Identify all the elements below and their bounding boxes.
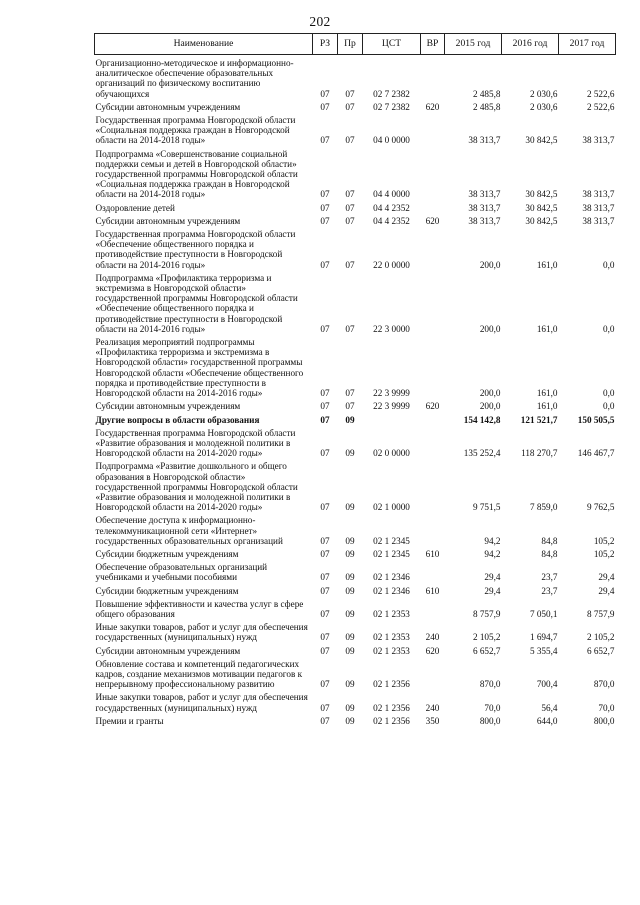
cell-name: Субсидии бюджетным учреждениям bbox=[95, 585, 239, 596]
cell-2017: 0,0 bbox=[603, 401, 615, 412]
table-row bbox=[95, 213, 616, 226]
cell-vr: 240 bbox=[425, 632, 440, 643]
cell-rz: 07 bbox=[320, 702, 330, 713]
cell-rz: 07 bbox=[320, 388, 330, 399]
cell-cst: 02 1 2353 bbox=[373, 645, 410, 656]
table-body bbox=[95, 55, 616, 726]
cell-cst: 04 4 2352 bbox=[373, 202, 410, 213]
cell-2015: 800,0 bbox=[479, 715, 501, 726]
cell-name: Иные закупки товаров, работ и услуг для обеспечения государственных (муниципальных) нужд bbox=[95, 622, 308, 643]
cell-cst: 04 4 2352 bbox=[373, 215, 410, 226]
cell-rz: 07 bbox=[320, 608, 330, 619]
cell-cst: 02 1 2353 bbox=[373, 608, 410, 619]
cell-cst: 02 7 2382 bbox=[373, 101, 410, 112]
cell-2017: 105,2 bbox=[593, 535, 615, 546]
table-row bbox=[95, 643, 616, 656]
cell-2016: 84,8 bbox=[541, 548, 558, 559]
cell-2016: 118 270,7 bbox=[521, 448, 558, 459]
cell-rz: 07 bbox=[320, 401, 330, 412]
cell-vr: 610 bbox=[425, 585, 440, 596]
cell-vr bbox=[421, 458, 445, 512]
cell-pr: 09 bbox=[345, 679, 355, 690]
table-row bbox=[95, 583, 616, 596]
cell-2015: 200,0 bbox=[479, 401, 501, 412]
cell-2016: 121 521,7 bbox=[520, 414, 558, 425]
cell-2015: 29,4 bbox=[484, 585, 501, 596]
header-vr: ВР bbox=[421, 34, 445, 55]
cell-rz: 07 bbox=[320, 189, 330, 200]
cell-pr: 09 bbox=[345, 572, 355, 583]
cell-pr: 07 bbox=[345, 135, 355, 146]
cell-rz: 07 bbox=[320, 448, 330, 459]
cell-vr: 620 bbox=[425, 645, 440, 656]
table-row bbox=[95, 713, 616, 726]
table-row bbox=[95, 412, 616, 425]
cell-pr: 07 bbox=[345, 215, 355, 226]
cell-2017: 8 757,9 bbox=[586, 608, 615, 619]
cell-vr: 240 bbox=[425, 702, 440, 713]
cell-vr: 620 bbox=[425, 101, 440, 112]
cell-2015: 8 757,9 bbox=[472, 608, 501, 619]
table-row bbox=[95, 619, 616, 642]
cell-2015: 2 485,8 bbox=[472, 88, 501, 99]
header-pr: Пр bbox=[338, 34, 363, 55]
cell-pr: 09 bbox=[345, 414, 355, 425]
table-row bbox=[95, 512, 616, 546]
page-number: 202 bbox=[309, 14, 331, 29]
cell-pr: 09 bbox=[345, 448, 355, 459]
cell-name: Обеспечение доступа к информационно-телекоммуникационной сети «Интернет» государственных образовательных организаций bbox=[95, 515, 283, 546]
cell-2016: 2 030,6 bbox=[529, 88, 558, 99]
cell-vr bbox=[421, 559, 445, 582]
table-row bbox=[95, 546, 616, 559]
cell-pr: 09 bbox=[345, 585, 355, 596]
table-row bbox=[95, 656, 616, 690]
table-row bbox=[95, 398, 616, 411]
cell-vr: 610 bbox=[425, 548, 440, 559]
cell-2017: 146 467,7 bbox=[577, 448, 615, 459]
cell-2016: 1 694,7 bbox=[529, 632, 558, 643]
cell-cst: 02 1 2356 bbox=[373, 715, 410, 726]
cell-2015: 38 313,7 bbox=[468, 215, 501, 226]
cell-2017: 70,0 bbox=[598, 702, 615, 713]
cell-2015: 94,2 bbox=[484, 535, 501, 546]
cell-2016: 84,8 bbox=[541, 535, 558, 546]
cell-cst: 02 1 0000 bbox=[373, 502, 410, 513]
cell-pr: 07 bbox=[345, 202, 355, 213]
cell-vr bbox=[421, 270, 445, 334]
cell-cst: 04 4 0000 bbox=[373, 189, 410, 200]
cell-2016: 161,0 bbox=[536, 323, 558, 334]
cell-2017: 29,4 bbox=[598, 572, 615, 583]
cell-vr bbox=[421, 656, 445, 690]
cell-cst: 22 0 0000 bbox=[373, 259, 410, 270]
cell-vr bbox=[421, 200, 445, 213]
cell-vr bbox=[421, 112, 445, 146]
cell-2015: 70,0 bbox=[484, 702, 501, 713]
cell-2016: 30 842,5 bbox=[525, 202, 558, 213]
header-2016: 2016 год bbox=[502, 34, 559, 55]
cell-name: Субсидии автономным учреждениям bbox=[95, 401, 241, 412]
cell-2015: 200,0 bbox=[479, 388, 501, 399]
header-rz: РЗ bbox=[313, 34, 338, 55]
cell-name: Организационно-методическое и информационно-аналитическое обеспечение образовательных организаций по физическому воспитанию обучающихся bbox=[95, 58, 294, 99]
cell-name: Оздоровление детей bbox=[95, 202, 175, 213]
cell-2016: 30 842,5 bbox=[525, 189, 558, 200]
cell-pr: 09 bbox=[345, 702, 355, 713]
cell-2017: 800,0 bbox=[593, 715, 615, 726]
cell-2017: 6 652,7 bbox=[586, 645, 615, 656]
cell-cst: 02 7 2382 bbox=[373, 88, 410, 99]
cell-rz: 07 bbox=[320, 259, 330, 270]
header-2015: 2015 год bbox=[445, 34, 502, 55]
cell-rz: 07 bbox=[320, 535, 330, 546]
cell-cst: 02 1 2345 bbox=[373, 535, 410, 546]
cell-vr bbox=[421, 146, 445, 200]
cell-name: Подпрограмма «Профилактика терроризма и экстремизма в Новгородской области» государственной программы Новгородской области «Обеспечение общественного порядка и противодействие преступности в Новгородской области на 2014-2016 годы» bbox=[95, 272, 298, 334]
cell-name: Повышение эффективности и качества услуг в сфере общего образования bbox=[95, 598, 304, 619]
cell-2015: 6 652,7 bbox=[472, 645, 501, 656]
cell-2015: 2 105,2 bbox=[472, 632, 501, 643]
cell-vr bbox=[421, 334, 445, 398]
cell-2016: 30 842,5 bbox=[525, 215, 558, 226]
cell-rz: 07 bbox=[320, 715, 330, 726]
table-row bbox=[95, 425, 616, 459]
cell-2017: 105,2 bbox=[593, 548, 615, 559]
cell-cst bbox=[363, 412, 421, 425]
cell-name: Обеспечение образовательных организаций учебниками и учебными пособиями bbox=[95, 562, 268, 583]
cell-rz: 07 bbox=[320, 679, 330, 690]
budget-table bbox=[94, 33, 616, 726]
cell-name: Премии и гранты bbox=[95, 715, 164, 726]
cell-2017: 9 762,5 bbox=[586, 502, 615, 513]
cell-cst: 02 1 2346 bbox=[373, 572, 410, 583]
cell-pr: 09 bbox=[345, 535, 355, 546]
cell-name: Реализация мероприятий подпрограммы «Профилактика терроризма и экстремизма в Новгородской области» государственной программы Новгородской области «Обеспечение общественного порядка и противодействие преступности в Новгородской области на 2014-2016 годы» bbox=[95, 337, 304, 399]
header-cst: ЦСТ bbox=[363, 34, 421, 55]
cell-pr: 09 bbox=[345, 715, 355, 726]
cell-name: Субсидии автономным учреждениям bbox=[95, 101, 241, 112]
cell-cst: 22 3 9999 bbox=[373, 388, 410, 399]
cell-name: Подпрограмма «Развитие дошкольного и общего образования в Новгородской области» государственной программы Новгородской области «Развитие образования и молодежной политики в Новгородской области на 2014-2020 годы» bbox=[95, 461, 298, 513]
table-row bbox=[95, 146, 616, 200]
cell-2016: 23,7 bbox=[541, 585, 558, 596]
table-row bbox=[95, 270, 616, 334]
cell-2017: 870,0 bbox=[593, 679, 615, 690]
cell-2017: 0,0 bbox=[603, 323, 615, 334]
cell-name: Подпрограмма «Совершенствование социальной поддержки семьи и детей в Новгородской области» государственной программы Новгородской области «Социальная поддержка граждан в Новгородской области на 2014-2018 годы» bbox=[95, 148, 298, 200]
cell-2017: 2 105,2 bbox=[586, 632, 615, 643]
table-row bbox=[95, 200, 616, 213]
table-row bbox=[95, 334, 616, 398]
table-row bbox=[95, 112, 616, 146]
cell-pr: 07 bbox=[345, 259, 355, 270]
cell-2016: 7 859,0 bbox=[529, 502, 558, 513]
cell-name: Субсидии автономным учреждениям bbox=[95, 215, 241, 226]
cell-vr bbox=[421, 425, 445, 459]
cell-2016: 161,0 bbox=[536, 388, 558, 399]
cell-name: Субсидии автономным учреждениям bbox=[95, 645, 241, 656]
cell-cst: 02 0 0000 bbox=[373, 448, 410, 459]
cell-rz: 07 bbox=[320, 135, 330, 146]
cell-cst: 22 3 0000 bbox=[373, 323, 410, 334]
cell-2016: 23,7 bbox=[541, 572, 558, 583]
cell-2016: 7 050,1 bbox=[529, 608, 558, 619]
cell-name: Иные закупки товаров, работ и услуг для обеспечения государственных (муниципальных) нужд bbox=[95, 692, 308, 713]
cell-2016: 5 355,4 bbox=[529, 645, 558, 656]
cell-rz: 07 bbox=[320, 88, 330, 99]
cell-vr bbox=[421, 55, 445, 99]
cell-2016: 161,0 bbox=[536, 259, 558, 270]
cell-rz: 07 bbox=[320, 585, 330, 596]
cell-2017: 2 522,6 bbox=[586, 88, 615, 99]
cell-name: Другие вопросы в области образования bbox=[95, 414, 260, 425]
cell-2017: 38 313,7 bbox=[582, 135, 615, 146]
cell-vr bbox=[421, 226, 445, 270]
cell-2015: 870,0 bbox=[479, 679, 501, 690]
table-header-row bbox=[95, 34, 616, 55]
cell-2015: 200,0 bbox=[479, 323, 501, 334]
table-row bbox=[95, 689, 616, 712]
cell-2015: 154 142,8 bbox=[463, 414, 501, 425]
table-row bbox=[95, 458, 616, 512]
cell-2015: 38 313,7 bbox=[468, 135, 501, 146]
header-name: Наименование bbox=[95, 34, 313, 55]
cell-2015: 38 313,7 bbox=[468, 202, 501, 213]
cell-2017: 38 313,7 bbox=[582, 202, 615, 213]
cell-2015: 9 751,5 bbox=[472, 502, 501, 513]
cell-2016: 30 842,5 bbox=[525, 135, 558, 146]
cell-name: Государственная программа Новгородской области «Социальная поддержка граждан в Новгородской области на 2014-2018 годы» bbox=[95, 115, 296, 146]
table-row bbox=[95, 559, 616, 582]
cell-2017: 0,0 bbox=[603, 259, 615, 270]
header-2017: 2017 год bbox=[559, 34, 616, 55]
cell-pr: 07 bbox=[345, 401, 355, 412]
cell-rz: 07 bbox=[320, 572, 330, 583]
cell-vr: 620 bbox=[425, 401, 440, 412]
cell-name: Государственная программа Новгородской области «Обеспечение общественного порядка и противодействие преступности в Новгородской области на 2014-2016 годы» bbox=[95, 229, 296, 270]
cell-2016: 644,0 bbox=[536, 715, 558, 726]
cell-pr: 09 bbox=[345, 608, 355, 619]
table-row bbox=[95, 99, 616, 112]
cell-cst: 02 1 2356 bbox=[373, 702, 410, 713]
cell-2015: 94,2 bbox=[484, 548, 501, 559]
cell-vr bbox=[421, 596, 445, 619]
cell-2017: 0,0 bbox=[603, 388, 615, 399]
cell-name: Обновление состава и компетенций педагогических кадров, создание механизмов мотивации педагогов к непрерывному профессиональному развитию bbox=[95, 658, 303, 690]
cell-2017: 29,4 bbox=[598, 585, 615, 596]
cell-pr: 07 bbox=[345, 88, 355, 99]
cell-rz: 07 bbox=[320, 502, 330, 513]
table-row bbox=[95, 55, 616, 99]
cell-rz: 07 bbox=[320, 414, 330, 425]
cell-2015: 38 313,7 bbox=[468, 189, 501, 200]
cell-2017: 2 522,6 bbox=[586, 101, 615, 112]
cell-2015: 29,4 bbox=[484, 572, 501, 583]
table-row bbox=[95, 596, 616, 619]
cell-2015: 200,0 bbox=[479, 259, 501, 270]
cell-2017: 150 505,5 bbox=[577, 414, 615, 425]
cell-pr: 09 bbox=[345, 502, 355, 513]
cell-rz: 07 bbox=[320, 202, 330, 213]
cell-cst: 02 1 2353 bbox=[373, 632, 410, 643]
cell-2016: 2 030,6 bbox=[529, 101, 558, 112]
cell-2017: 38 313,7 bbox=[582, 189, 615, 200]
cell-2017: 38 313,7 bbox=[582, 215, 615, 226]
cell-rz: 07 bbox=[320, 632, 330, 643]
cell-2016: 56,4 bbox=[541, 702, 558, 713]
table-row bbox=[95, 226, 616, 270]
cell-2015: 2 485,8 bbox=[472, 101, 501, 112]
cell-pr: 09 bbox=[345, 645, 355, 656]
cell-vr: 620 bbox=[425, 215, 440, 226]
cell-cst: 22 3 9999 bbox=[373, 401, 410, 412]
cell-pr: 07 bbox=[345, 101, 355, 112]
cell-name: Субсидии бюджетным учреждениям bbox=[95, 548, 239, 559]
cell-pr: 07 bbox=[345, 323, 355, 334]
cell-rz: 07 bbox=[320, 323, 330, 334]
cell-cst: 02 1 2356 bbox=[373, 679, 410, 690]
cell-name: Государственная программа Новгородской области «Развитие образования и молодежной политики в Новгородской области на 2014-2020 годы» bbox=[95, 427, 296, 459]
cell-vr: 350 bbox=[425, 715, 440, 726]
cell-pr: 07 bbox=[345, 388, 355, 399]
cell-rz: 07 bbox=[320, 215, 330, 226]
cell-cst: 02 1 2346 bbox=[373, 585, 410, 596]
cell-pr: 09 bbox=[345, 548, 355, 559]
cell-vr bbox=[421, 412, 445, 425]
cell-2015: 135 252,4 bbox=[463, 448, 501, 459]
cell-2016: 700,4 bbox=[536, 679, 558, 690]
cell-cst: 02 1 2345 bbox=[373, 548, 410, 559]
cell-pr: 07 bbox=[345, 189, 355, 200]
cell-2016: 161,0 bbox=[536, 401, 558, 412]
cell-rz: 07 bbox=[320, 645, 330, 656]
cell-rz: 07 bbox=[320, 101, 330, 112]
cell-pr: 09 bbox=[345, 632, 355, 643]
cell-vr bbox=[421, 512, 445, 546]
cell-cst: 04 0 0000 bbox=[373, 135, 410, 146]
cell-rz: 07 bbox=[320, 548, 330, 559]
